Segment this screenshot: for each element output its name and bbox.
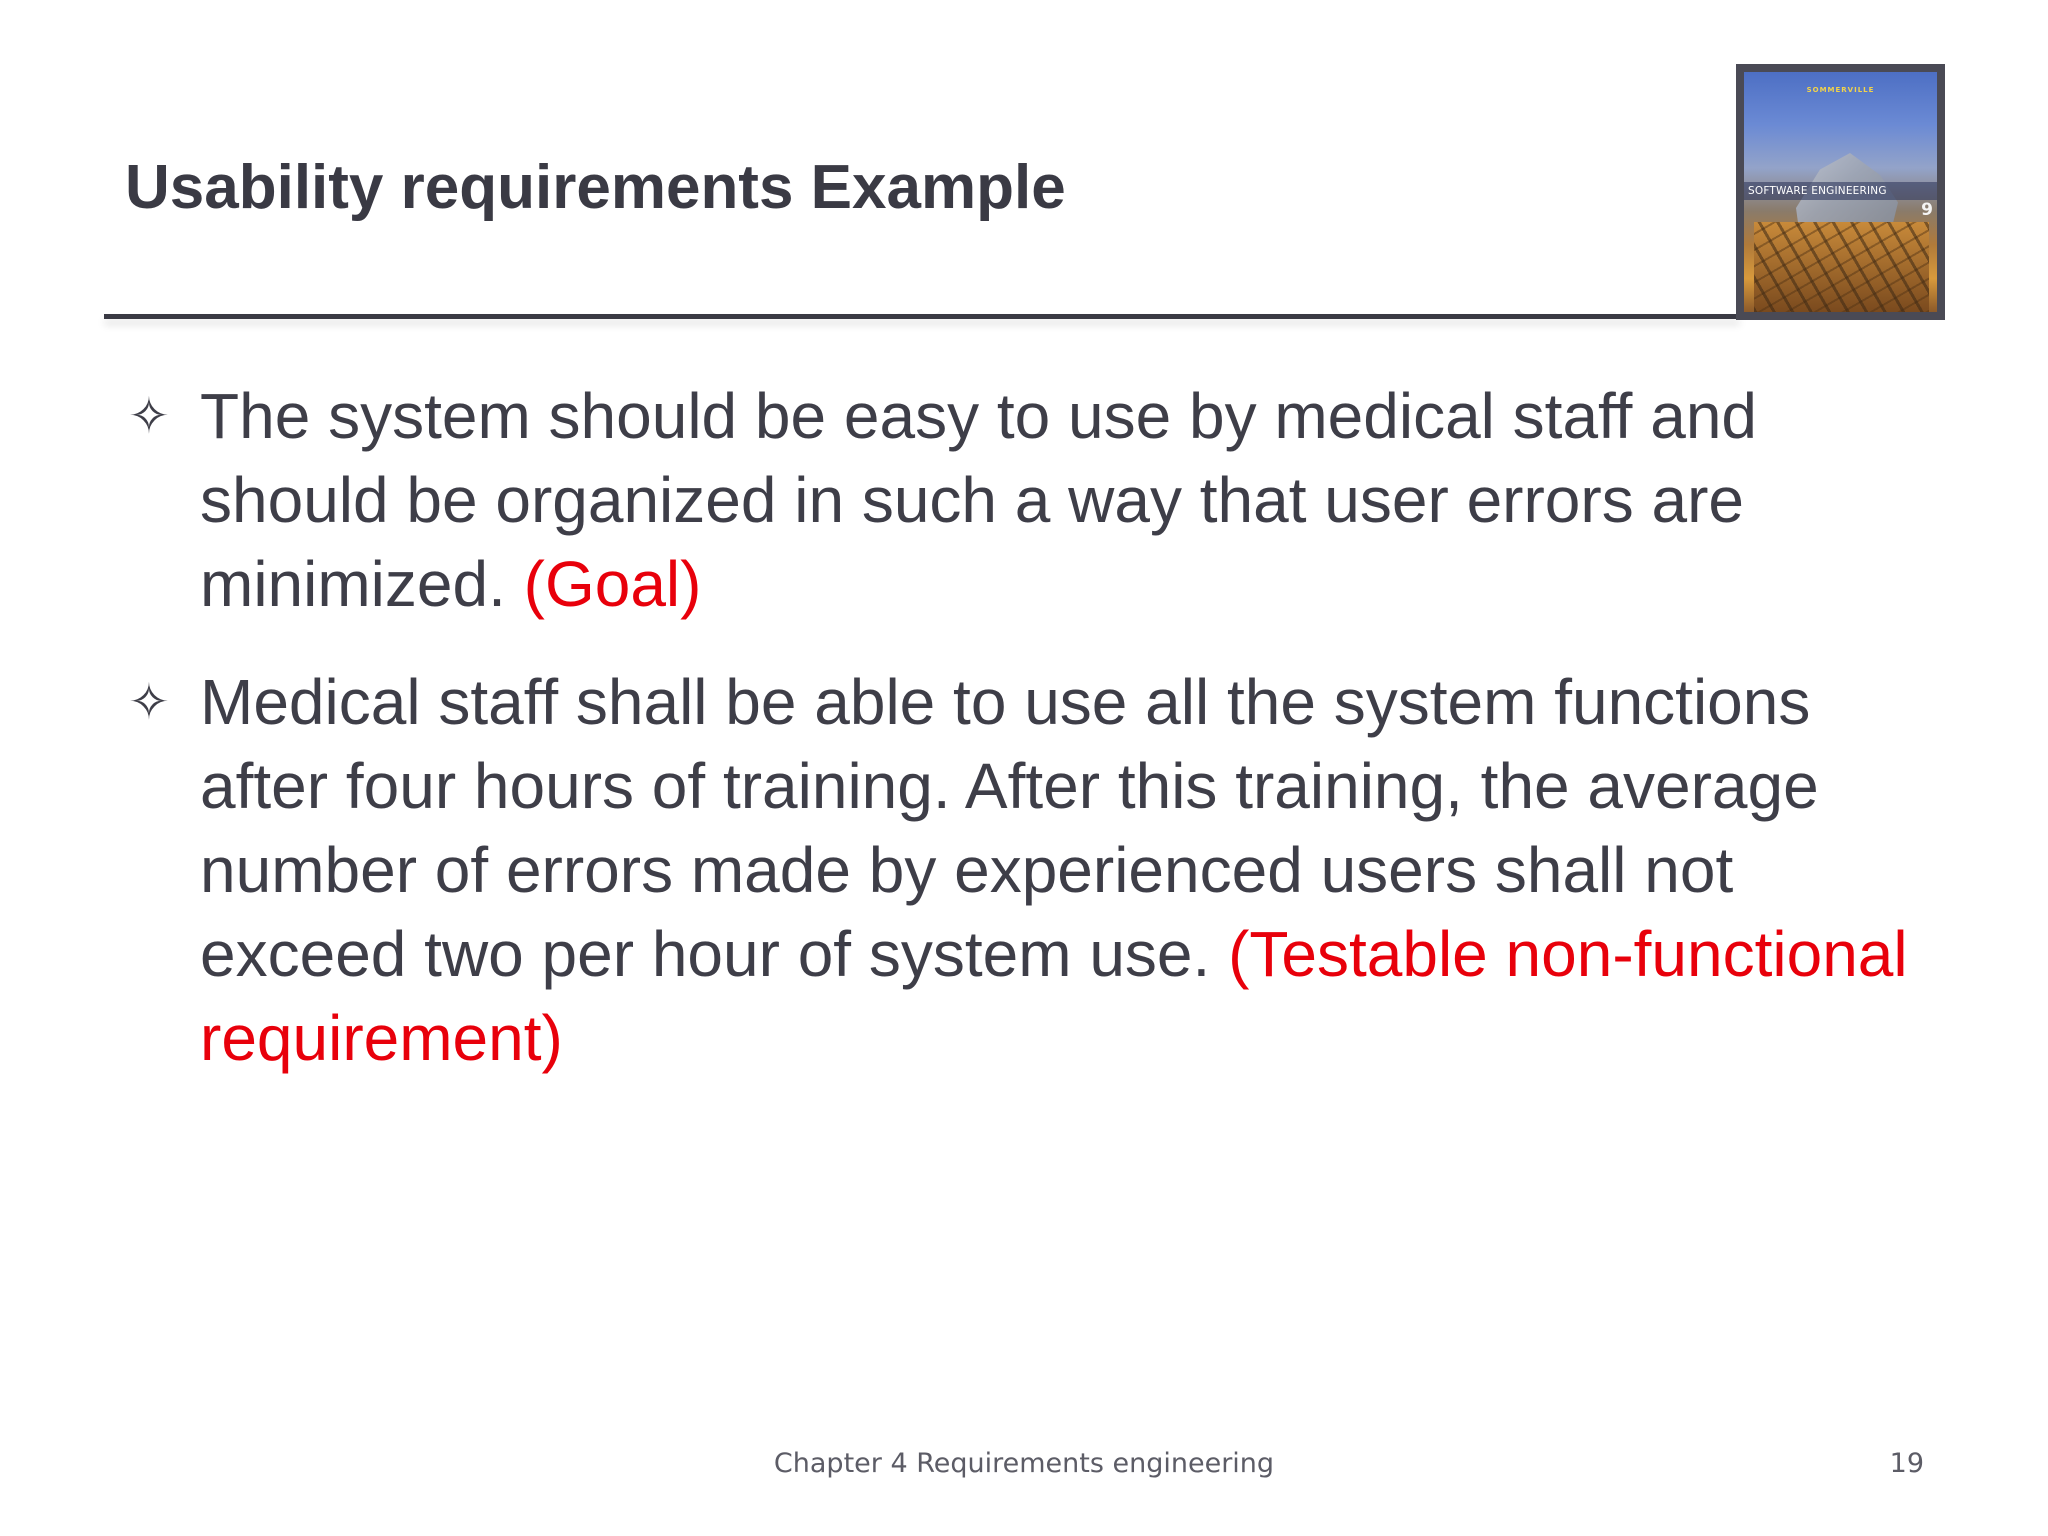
book-cover-title-band [1744,182,1937,200]
bullet-note: (Goal) [523,548,702,620]
page-number: 19 [1889,1448,1924,1479]
bullet-item [128,660,1948,1080]
bullet-text: The system should be easy to use by medical staff and should be organized in such a way that user errors are minimized. [200,380,1757,620]
bullet-list [128,374,1948,1114]
bullet-item [128,374,1948,626]
book-cover-image [1736,64,1945,320]
book-cover-title: SOFTWARE ENGINEERING [1748,185,1887,197]
book-cover-edition: 9 [1921,200,1933,220]
slide-footer: Chapter 4 Requirements engineering [773,1448,1275,1479]
book-cover-scaffold [1754,222,1929,312]
four-point-star-bullet-icon: ✧ [128,673,170,731]
bullet-note: (Testable non-functional requirement) [200,918,1908,1074]
book-cover-series: SOMMERVILLE [1806,86,1875,94]
bullet-text: Medical staff shall be able to use all the system functions after four hours of training. After this training, the average number of errors made by experienced users shall not exceed two per hour of system use. [200,666,1819,990]
slide-title: Usability requirements Example [125,153,1066,222]
four-point-star-bullet-icon: ✧ [128,387,170,445]
title-underline [104,314,1740,319]
book-cover-art [1744,72,1937,312]
